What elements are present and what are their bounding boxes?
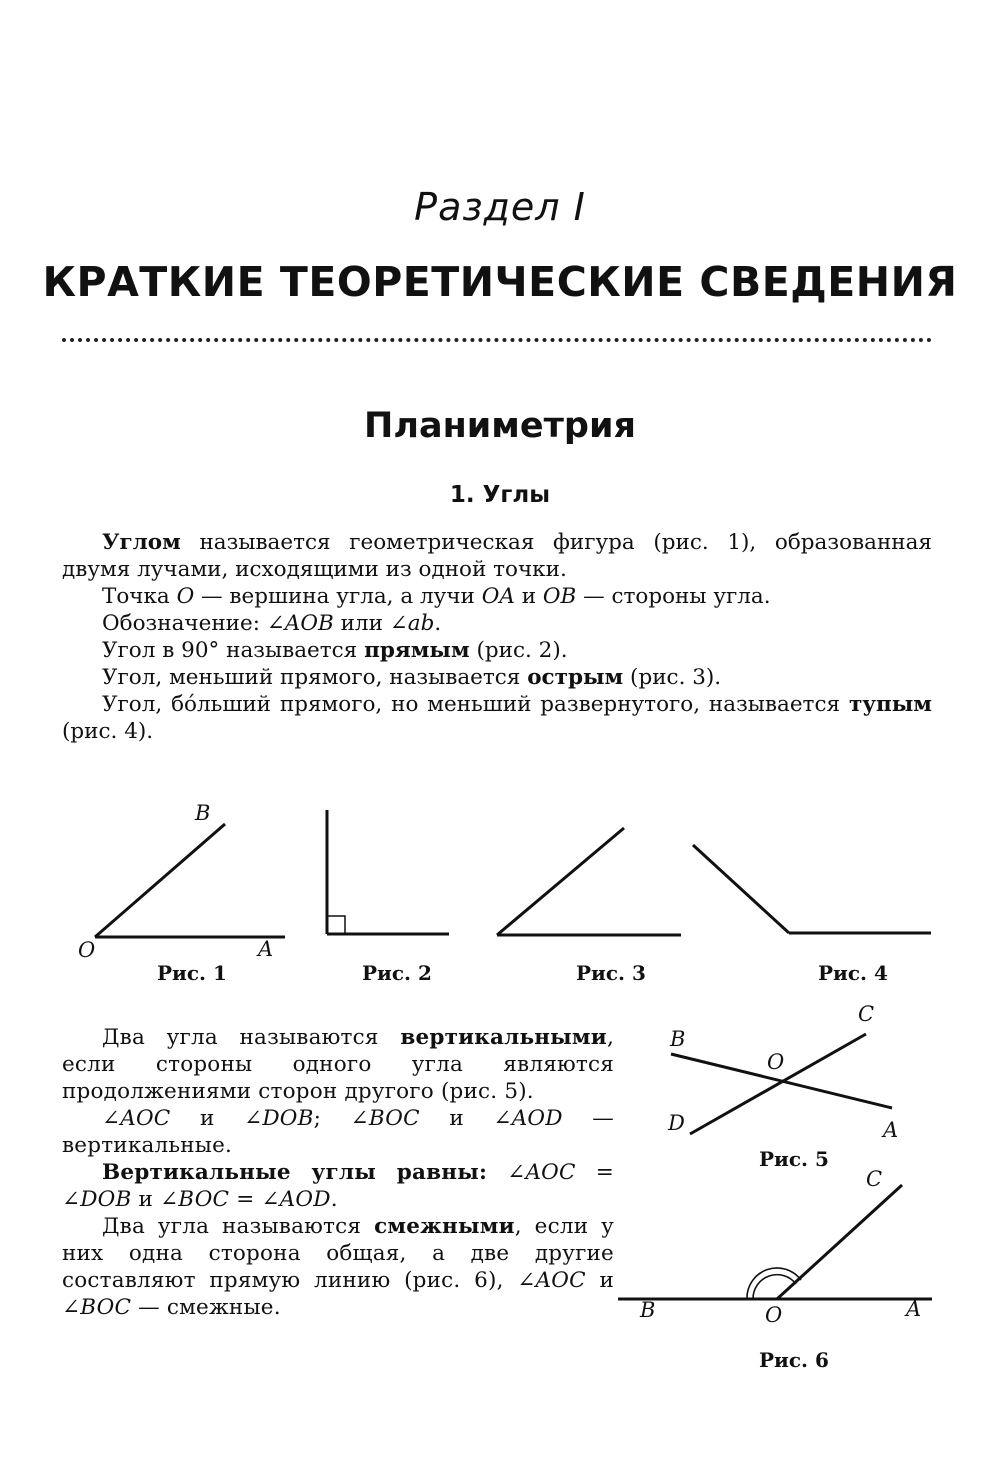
- intro-text: [62, 529, 932, 745]
- line-dc: [690, 1034, 866, 1134]
- fig1-label-b: B: [195, 801, 211, 825]
- right-angle-paragraph: Угол в 90° называется прямым (рис. 2).: [102, 638, 568, 663]
- fig6-label-b: B: [640, 1298, 656, 1322]
- figure-1-angle: [60, 800, 300, 960]
- chapter-title: КРАТКИЕ ТЕОРЕТИЧЕСКИЕ СВЕДЕНИЯ: [42, 258, 958, 306]
- figure-5-vertical-angles: [660, 1020, 920, 1150]
- fig1-label-a: A: [258, 937, 274, 961]
- fig6-caption: Рис. 6: [759, 1348, 829, 1372]
- dotted-divider: [62, 338, 932, 342]
- fig5-caption: Рис. 5: [759, 1147, 829, 1171]
- adjacent-definition: Два угла называются смежными, если у них одна сторона общая, а две другие составляют прямую линию (рис. 6), ∠AOC и ∠BOC — смежные.: [62, 1214, 614, 1320]
- right-angle-mark: [327, 916, 345, 934]
- topic-heading: 1. Углы: [449, 482, 551, 508]
- vertical-example: ∠AOC и ∠DOB; ∠BOC и ∠AOD — вертикальные.: [62, 1106, 614, 1158]
- subject-heading: Планиметрия: [364, 406, 636, 446]
- vertical-adjacent-text: [62, 1024, 614, 1321]
- ray-oc: [777, 1185, 902, 1299]
- vertex-paragraph: Точка O — вершина угла, а лучи OA и OB — стороны угла.: [102, 584, 771, 609]
- figure-6-adjacent-angles: [615, 1180, 945, 1305]
- acute-angle-paragraph: Угол, меньший прямого, называется острым (рис. 3).: [102, 665, 722, 690]
- definition-paragraph: Углом называется геометрическая фигура (рис. 1), образованная двумя лучами, исходящими из одной точки.: [62, 530, 932, 582]
- fig6-label-o: O: [765, 1303, 783, 1327]
- ray-ob: [95, 824, 225, 937]
- vertical-theorem: Вертикальные углы равны: ∠AOC = ∠DOB и ∠BOC = ∠AOD.: [62, 1160, 614, 1212]
- notation-paragraph: Обозначение: ∠AOB или ∠ab.: [102, 611, 442, 636]
- fig4-caption: Рис. 4: [818, 961, 888, 985]
- fig5-label-b: B: [670, 1027, 686, 1051]
- figure-2-right-angle: [320, 805, 460, 945]
- term-angle: Углом: [102, 530, 181, 555]
- fig3-caption: Рис. 3: [576, 961, 646, 985]
- fig6-label-c: C: [866, 1167, 883, 1191]
- fig5-label-c: C: [858, 1002, 875, 1026]
- fig2-caption: Рис. 2: [362, 961, 432, 985]
- figure-3-acute-angle: [485, 820, 695, 945]
- fig5-label-o: O: [767, 1050, 785, 1074]
- slanted-side: [693, 845, 789, 933]
- fig1-caption: Рис. 1: [157, 961, 227, 985]
- fig5-label-d: D: [668, 1111, 685, 1135]
- fig6-label-a: A: [906, 1297, 922, 1321]
- fig1-label-o: O: [78, 938, 96, 962]
- vertical-definition: Два угла называются вертикальными, если стороны одного угла являются продолжениями сторон другого (рис. 5).: [62, 1025, 614, 1104]
- section-label: Раздел I: [414, 185, 586, 229]
- fig5-label-a: A: [883, 1118, 899, 1142]
- figure-4-obtuse-angle: [685, 835, 940, 945]
- obtuse-angle-paragraph: Угол, бóльший прямого, но меньший развернутого, называется тупым (рис. 4).: [62, 692, 932, 744]
- slanted-side: [497, 828, 624, 935]
